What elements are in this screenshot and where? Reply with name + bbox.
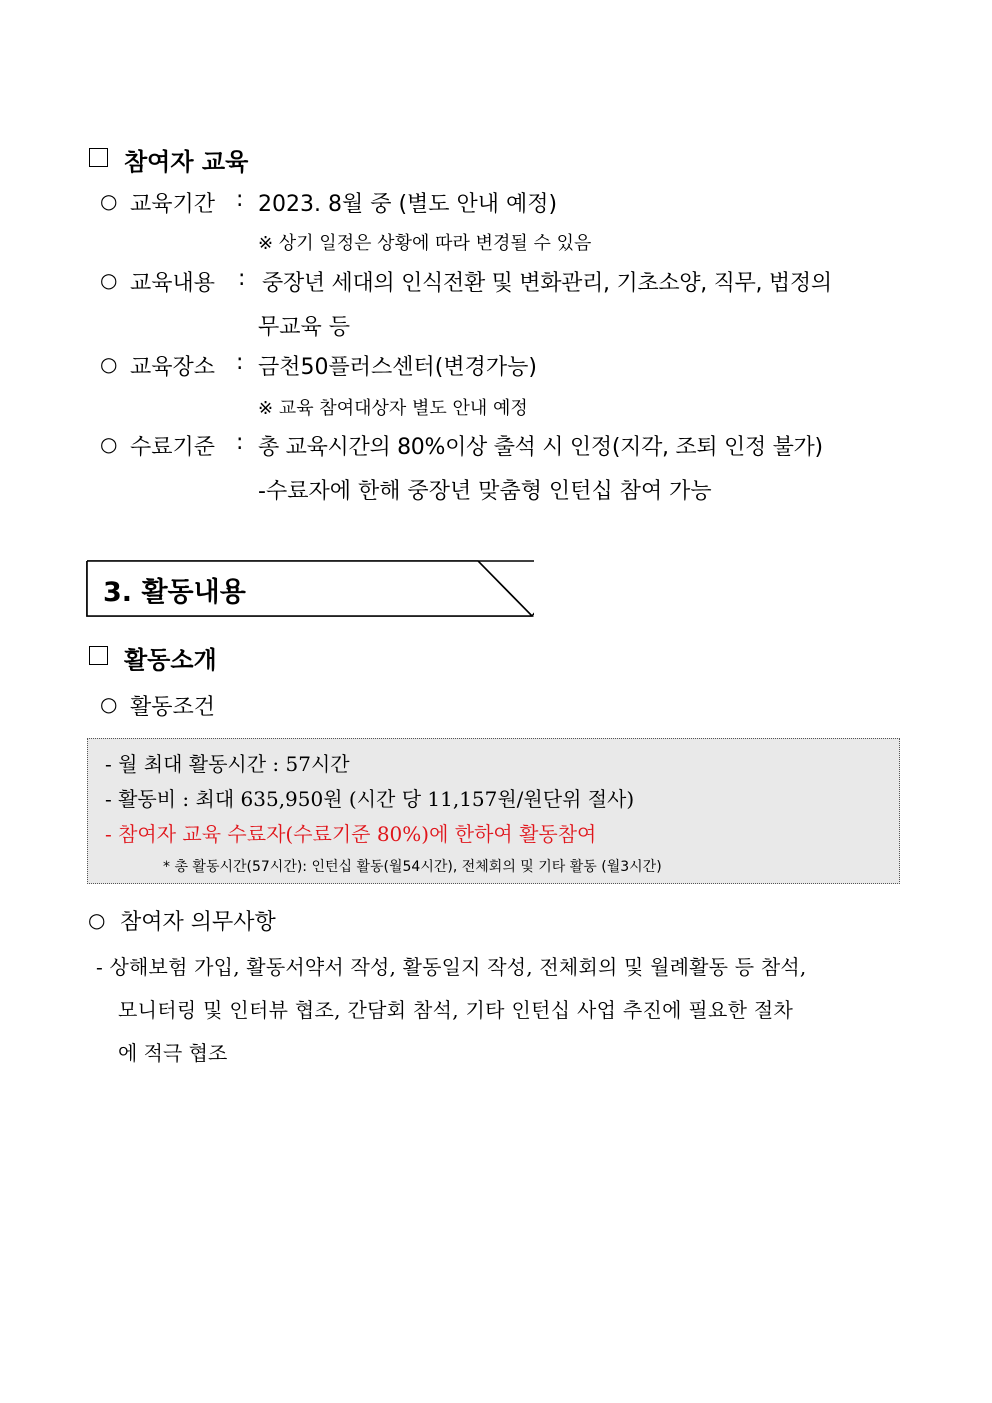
duty-line-3: 에 적극 협조 (118, 1041, 228, 1065)
section-title-activity: 활동소개 (124, 646, 217, 674)
circle-bullet-icon: ○ (100, 692, 118, 716)
place-note: ※ 교육 참여대상자 별도 안내 예정 (258, 398, 528, 419)
colon: : (236, 187, 244, 212)
box-line-1: - 월 최대 활동시간 : 57시간 (105, 752, 350, 776)
circle-bullet-icon: ○ (100, 352, 118, 376)
box-line-2: - 활동비 : 최대 635,950원 (시간 당 11,157원/원단위 절사) (105, 787, 635, 811)
period-label: 교육기간 (130, 192, 216, 217)
content-label: 교육내용 (130, 271, 216, 296)
circle-bullet-icon: ○ (100, 268, 118, 292)
circle-bullet-icon: ○ (100, 189, 118, 213)
circle-bullet-icon: ○ (100, 432, 118, 456)
box-note: * 총 활동시간(57시간): 인턴십 활동(월54시간), 전체회의 및 기타 활동 (월3시간) (163, 859, 662, 875)
colon: : (236, 350, 244, 375)
section-heading-3: 3. 활동내용 (103, 577, 246, 608)
duty-line-1: - 상해보험 가입, 활동서약서 작성, 활동일지 작성, 전체회의 및 월례활동 등 참석, (96, 955, 807, 979)
content-line-1: 중장년 세대의 인식전환 및 변화관리, 기초소양, 직무, 법정의 (262, 271, 832, 296)
square-bullet-icon (89, 646, 108, 665)
box-line-3: - 참여자 교육 수료자(수료기준 80%)에 한하여 활동참여 (105, 822, 597, 846)
square-bullet-icon (89, 148, 108, 167)
period-note: ※ 상기 일정은 상황에 따라 변경될 수 있음 (258, 233, 592, 254)
criteria-label: 수료기준 (130, 435, 216, 460)
duty-label: 참여자 의무사항 (120, 910, 276, 935)
content-line-2: 무교육 등 (258, 315, 351, 340)
colon: : (238, 266, 246, 291)
section-title-education: 참여자 교육 (124, 148, 249, 176)
period-value: 2023. 8월 중 (별도 안내 예정) (258, 192, 558, 217)
place-label: 교육장소 (130, 355, 216, 380)
circle-bullet-icon: ○ (88, 908, 106, 932)
criteria-line-2: -수료자에 한해 중장년 맞춤형 인턴십 참여 가능 (258, 479, 712, 504)
duty-line-2: 모니터링 및 인터뷰 협조, 간담회 참석, 기타 인턴십 사업 추진에 필요한 절차 (118, 998, 794, 1022)
criteria-line-1: 총 교육시간의 80%이상 출석 시 인정(지각, 조퇴 인정 불가) (258, 435, 823, 460)
cond-label: 활동조건 (130, 695, 216, 720)
place-value: 금천50플러스센터(변경가능) (258, 355, 537, 380)
colon: : (236, 430, 244, 455)
